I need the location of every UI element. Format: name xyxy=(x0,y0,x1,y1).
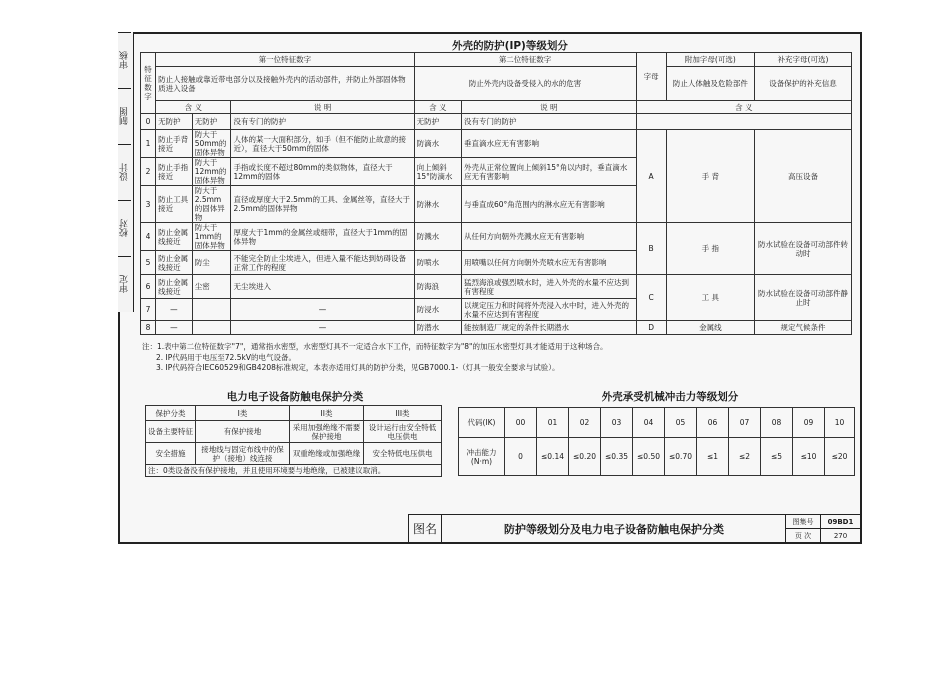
shock-cell: 采用加强绝缘不需要保护接地 xyxy=(290,421,364,443)
shock-header: I类 xyxy=(196,406,290,421)
row-number: 3 xyxy=(141,186,156,223)
atlas-label: 图集号 xyxy=(786,515,821,529)
row-explain: — xyxy=(231,321,414,335)
impact-code-label: 代码(IK) xyxy=(459,408,505,438)
row-meaning-2: 防滴水 xyxy=(414,130,461,158)
row-explain-2: 以规定压力和时间将外壳浸入水中时，进入外壳的水量不应达到有害程度 xyxy=(462,299,637,321)
row-number: 4 xyxy=(141,223,156,251)
impact-energy: ≤2 xyxy=(729,438,761,476)
impact-energy: ≤0.50 xyxy=(633,438,665,476)
second-digit-header: 第二位特征数字 xyxy=(414,53,636,67)
shock-cell: 设备主要特征 xyxy=(146,421,196,443)
add-letter-header: 附加字母(可选) xyxy=(666,53,754,67)
row-meaning: 无防护 xyxy=(156,114,193,130)
letter-code: C xyxy=(636,275,666,321)
feature-char-header: 特征数字 xyxy=(141,53,156,114)
side-label: 设计 xyxy=(118,144,131,200)
meaning-header-2: 含 义 xyxy=(414,101,461,114)
letter-add: 金属线 xyxy=(666,321,754,335)
row-explain-2: 外壳从正常位置向上倾斜15°角以内时，垂直滴水应无有害影响 xyxy=(462,158,637,186)
impact-energy: ≤20 xyxy=(825,438,855,476)
impact-energy: ≤5 xyxy=(761,438,793,476)
first-digit-header: 第一位特征数字 xyxy=(156,53,415,67)
shock-header: III类 xyxy=(364,406,442,421)
letter-code: B xyxy=(636,223,666,275)
shock-table xyxy=(145,405,442,477)
title-block-grid xyxy=(785,515,860,542)
row-meaning: — xyxy=(156,321,193,335)
impact-code: 09 xyxy=(793,408,825,438)
row-explain: 厚度大于1mm的金属丝或细带，直径大于1mm的固体异物 xyxy=(231,223,414,251)
row-explain-2: 猛烈海浪或强烈喷水时，进入外壳的水量不应达到有害程度 xyxy=(462,275,637,299)
title-block xyxy=(408,514,860,542)
signature-column xyxy=(118,32,134,312)
row-explain-2: 没有专门的防护 xyxy=(462,114,637,130)
note-line: 2. IP代码用于电压至72.5kV的电气设备。 xyxy=(156,352,296,362)
shock-cell: 有保护接地 xyxy=(196,421,290,443)
row-meaning-2: 防潜水 xyxy=(414,321,461,335)
meaning-header: 含 义 xyxy=(156,101,231,114)
impact-table xyxy=(458,407,855,476)
row-short xyxy=(192,321,231,335)
impact-energy-row xyxy=(459,438,855,476)
page-number: 270 xyxy=(833,531,848,540)
row-meaning: — xyxy=(156,299,193,321)
row-explain: 直径或厚度大于2.5mm的工具、金属丝等，直径大于2.5mm的固体异物 xyxy=(231,186,414,223)
impact-energy-label: 冲击能力(N·m) xyxy=(459,438,505,476)
second-digit-desc: 防止外壳内设备受侵入的水的危害 xyxy=(414,67,636,101)
impact-code: 10 xyxy=(825,408,855,438)
add-letter-desc: 防止人体触及危险部件 xyxy=(666,67,754,101)
impact-energy: ≤0.70 xyxy=(665,438,697,476)
side-label: 审核 xyxy=(118,32,131,88)
letter-code: D xyxy=(636,321,666,335)
impact-energy: ≤10 xyxy=(793,438,825,476)
shock-cell: 安全特低电压供电 xyxy=(364,443,442,465)
shock-cell: 接地线与固定布线中的保护（接地）线连接 xyxy=(196,443,290,465)
title-block-label: 图名 xyxy=(409,515,442,542)
impact-code: 06 xyxy=(697,408,729,438)
letter-supp: 规定气候条件 xyxy=(755,321,852,335)
letter-meaning-header: 含 义 xyxy=(636,101,851,114)
row-short: 防大于2.5mm的固体异物 xyxy=(192,186,231,223)
row-meaning-2: 无防护 xyxy=(414,114,461,130)
letter-supp: 高压设备 xyxy=(755,130,852,223)
row-explain: 不能完全防止尘埃进入，但进入量不能达到妨碍设备正常工作的程度 xyxy=(231,251,414,275)
shock-header: 保护分类 xyxy=(146,406,196,421)
ip-notes xyxy=(142,342,852,374)
letter-code: A xyxy=(636,130,666,223)
row-short xyxy=(192,299,231,321)
row-explain: 人体的某一大面积部分，如手（但不能防止故意的接近），直径大于50mm的固体 xyxy=(231,130,414,158)
row-explain: 没有专门的防护 xyxy=(231,114,414,130)
side-label: 校对 xyxy=(118,200,131,256)
row-number: 6 xyxy=(141,275,156,299)
row-explain-2: 用喷嘴以任何方向朝外壳喷水应无有害影响 xyxy=(462,251,637,275)
row-explain: 手指或长度不超过80mm的类似物体，直径大于12mm的固体 xyxy=(231,158,414,186)
letter-add: 手 指 xyxy=(666,223,754,275)
row-explain: 无尘埃进入 xyxy=(231,275,414,299)
impact-code: 00 xyxy=(505,408,537,438)
shock-title: 电力电子设备防触电保护分类 xyxy=(226,391,364,403)
row-meaning-2: 防喷水 xyxy=(414,251,461,275)
row-explain: — xyxy=(231,299,414,321)
impact-code: 08 xyxy=(761,408,793,438)
row-meaning-2: 向上倾斜15°防滴水 xyxy=(414,158,461,186)
row-short: 防尘 xyxy=(192,251,231,275)
impact-code: 03 xyxy=(601,408,633,438)
impact-energy: ≤0.20 xyxy=(569,438,601,476)
row-meaning: 防止金属线接近 xyxy=(156,275,193,299)
note-line: 3. IP代码符合IEC60529和GB4208标准规定，本表亦适用灯具的防护分类，见GB7000.1-（灯具一般安全要求与试验）。 xyxy=(156,363,560,372)
note-line: 注：1.表中第二位特征数字"7"，通常指水密型，水密型灯具不一定适合水下工作，而特征数字为"8"的加压水密型灯具才能适用于这种场合。 xyxy=(142,342,608,351)
drawing-title: 防护等级划分及电力电子设备防触电保护分类 xyxy=(504,522,724,536)
row-number: 7 xyxy=(141,299,156,321)
letter-supp: 防水试验在设备可动部件静止时 xyxy=(755,275,852,321)
row-meaning-2: 防淋水 xyxy=(414,186,461,223)
shock-note: 注：0类设备没有保护接地，并且使用环境要与地绝缘，已被建议取消。 xyxy=(146,465,442,477)
row-meaning: 防止手背接近 xyxy=(156,130,193,158)
impact-code: 07 xyxy=(729,408,761,438)
shock-cell: 设计运行由安全特低电压供电 xyxy=(364,421,442,443)
supp-letter-header: 补充字母(可选) xyxy=(755,53,852,67)
side-label: 审定 xyxy=(118,256,131,312)
row-explain-2: 从任何方向朝外壳溅水应无有害影响 xyxy=(462,223,637,251)
letter-header: 字母 xyxy=(636,53,666,101)
row-meaning: 防止金属线接近 xyxy=(156,223,193,251)
side-label: 制图 xyxy=(118,88,131,144)
shock-header: II类 xyxy=(290,406,364,421)
impact-energy: ≤0.35 xyxy=(601,438,633,476)
row-short: 防大于1mm的固体异物 xyxy=(192,223,231,251)
first-digit-desc: 防止人接触或靠近带电部分以及接触外壳内的活动部件，并防止外部固体物质进入设备 xyxy=(156,67,415,101)
row-short: 无防护 xyxy=(192,114,231,130)
explain-header: 说 明 xyxy=(231,101,414,114)
letter-spacer xyxy=(636,114,851,130)
impact-code: 01 xyxy=(537,408,569,438)
row-meaning-2: 防浸水 xyxy=(414,299,461,321)
row-number: 1 xyxy=(141,130,156,158)
letter-add: 手 背 xyxy=(666,130,754,223)
row-meaning: 防止手指接近 xyxy=(156,158,193,186)
ip-table xyxy=(140,52,852,335)
atlas-number: 09BD1 xyxy=(821,515,860,529)
impact-title: 外壳承受机械冲击力等级划分 xyxy=(601,391,739,403)
row-number: 8 xyxy=(141,321,156,335)
impact-code: 02 xyxy=(569,408,601,438)
row-short: 防大于12mm的固体异物 xyxy=(192,158,231,186)
supp-letter-desc: 设备保护的补充信息 xyxy=(755,67,852,101)
row-number: 5 xyxy=(141,251,156,275)
page-label: 页 次 xyxy=(786,529,821,542)
impact-code: 04 xyxy=(633,408,665,438)
impact-energy: ≤0.14 xyxy=(537,438,569,476)
row-explain-2: 垂直滴水应无有害影响 xyxy=(462,130,637,158)
shock-cell: 双重绝缘或加强绝缘 xyxy=(290,443,364,465)
row-meaning: 防止金属线接近 xyxy=(156,251,193,275)
impact-code-row xyxy=(459,408,855,438)
row-explain-2: 与垂直成60°角范围内的淋水应无有害影响 xyxy=(462,186,637,223)
row-meaning: 防止工具接近 xyxy=(156,186,193,223)
row-meaning-2: 防溅水 xyxy=(414,223,461,251)
row-explain-2: 能按制造厂规定的条件长期潜水 xyxy=(462,321,637,335)
ip-title: 外壳的防护(IP)等级划分 xyxy=(452,40,568,52)
row-number: 2 xyxy=(141,158,156,186)
row-short: 尘密 xyxy=(192,275,231,299)
letter-add: 工 具 xyxy=(666,275,754,321)
impact-energy: ≤1 xyxy=(697,438,729,476)
row-short: 防大于50mm的固体异物 xyxy=(192,130,231,158)
letter-supp: 防水试验在设备可动部件转动时 xyxy=(755,223,852,275)
row-number: 0 xyxy=(141,114,156,130)
explain-header-2: 说 明 xyxy=(462,101,637,114)
impact-energy: 0 xyxy=(505,438,537,476)
shock-cell: 安全措施 xyxy=(146,443,196,465)
row-meaning-2: 防海浪 xyxy=(414,275,461,299)
impact-code: 05 xyxy=(665,408,697,438)
